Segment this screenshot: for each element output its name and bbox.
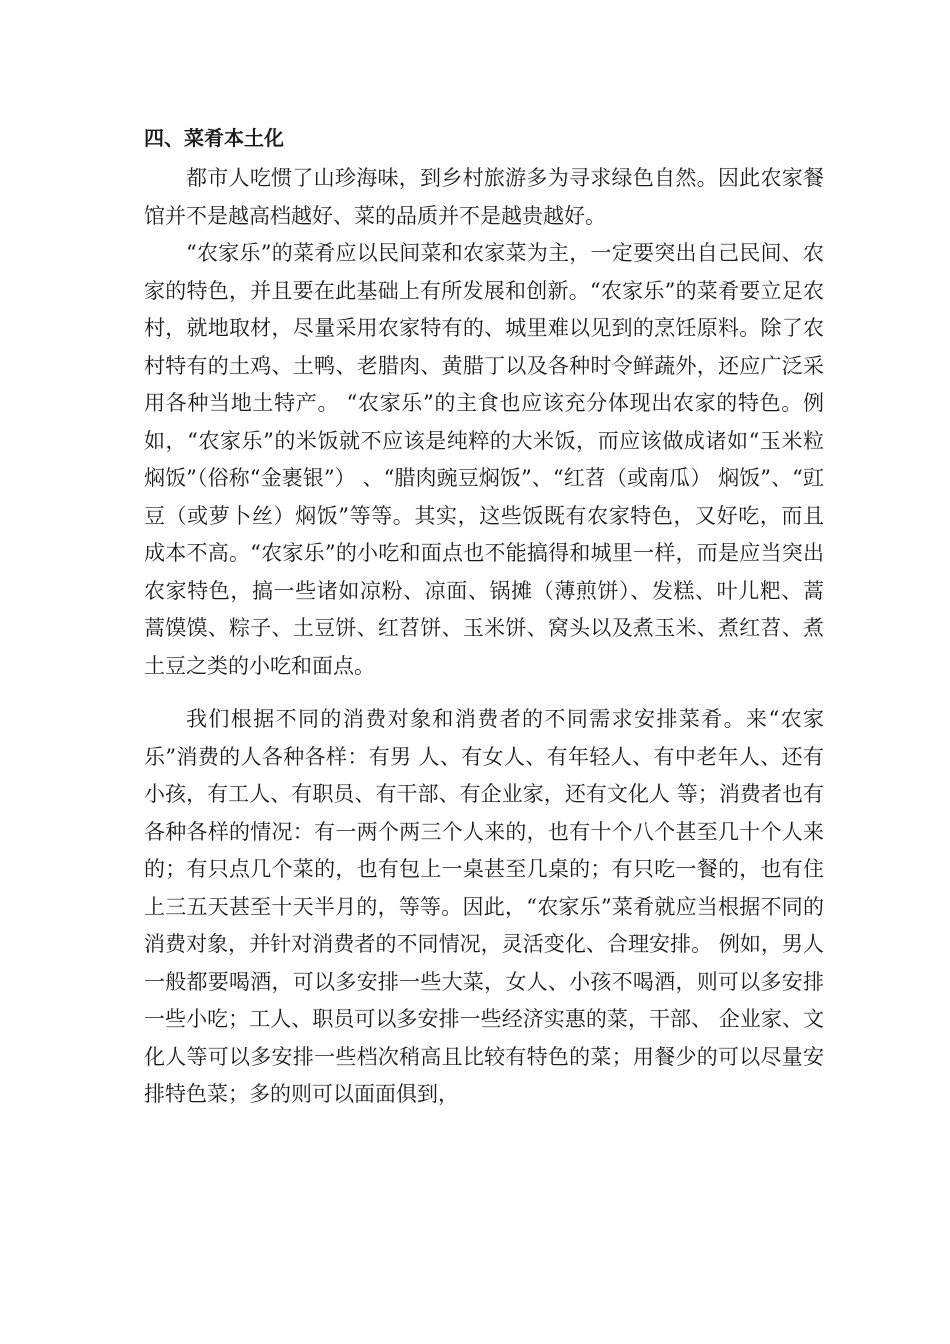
paragraph-2: “农家乐”的菜肴应以民间菜和农家菜为主，一定要突出自己民间、农家的特色，并且要在此基础上有所发展和创新。“农家乐”的菜肴要立足农村，就地取材，尽量采用农家特有的、城里难以见到的烹饪原料。除了农村特有的土鸡、土鸭、老腊肉、黄腊丁以及各种时令鲜蔬外，还应广泛采用各种当地土特产。 “农家乐”的主食也应该充分体现出农家的特色。例如，“农家乐”的米饭就不应该是纯粹的大米饭，而应该做成诸如“玉米粒焖饭”（俗称“金裹银”） 、“腊肉豌豆焖饭”、“红苕（或南瓜） 焖饭”、“豇豆（或萝卜丝）焖饭”等等。其实，这些饭既有农家特色，又好吃，而且成本不高。“农家乐”的小吃和面点也不能搞得和城里一样，而是应当突出农家特色，搞一些诸如凉粉、凉面、锅摊（薄煎饼）、发糕、叶儿粑、蒿蒿馍馍、粽子、土豆饼、红苕饼、玉米饼、窝头以及煮玉米、煮红苕、煮土豆之类的小吃和面点。 <box>144 241 824 678</box>
paragraph-3: 我们根据不同的消费对象和消费者的不同需求安排菜肴。来“农家乐”消费的人各种各样：有男 人、有女人、有年轻人、有中老年人、还有小孩，有工人、有职员、有干部、有企业家，还有文化人 等；消费者也有各种各样的情况：有一两个两三个人来的，也有十个八个甚至几十个人来的；有只点几个菜的，也有包上一桌甚至几桌的；有只吃一餐的，也有住上三五天甚至十天半月的，等等。因此，“农家乐”菜肴就应当根据不同的消费对象，并针对消费者的不同情况，灵活变化、合理安排。 例如，男人一般都要喝酒，可以多安排一些大菜，女人、小孩不喝酒，则可以多安排一些小吃；工人、职员可以多安排一些经济实惠的菜，干部、 企业家、文化人等可以多安排一些档次稍高且比较有特色的菜；用餐少的可以尽量安排特色菜；多的则可以面面俱到， <box>144 707 824 1106</box>
paragraph-1: 都市人吃惯了山珍海味，到乡村旅游多为寻求绿色自然。因此农家餐馆并不是越高档越好、菜的品质并不是越贵越好。 <box>144 166 824 228</box>
document-page <box>144 118 824 1114</box>
section-heading: 四、菜肴本土化 <box>144 126 284 150</box>
